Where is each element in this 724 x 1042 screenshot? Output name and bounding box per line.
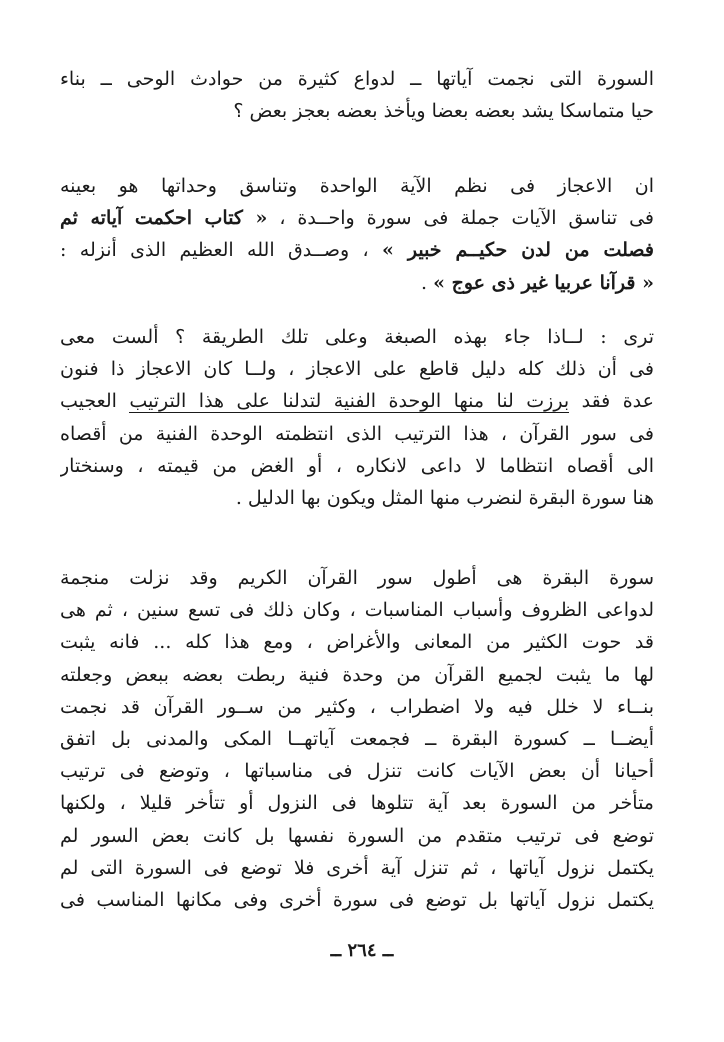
paragraph-4-line-10: يكتمل نزول آياتها ، ثم تنزل آية أخرى فلا توضع فى السورة التى لم [60, 856, 654, 879]
paragraph-4-line-8: متأخر من السورة بعد آية تتلوها فى النزول أو تتأخر قليلا ، ولكنها [60, 792, 654, 815]
paragraph-3-line-5: الى أقصاه انتظاما لا داعى لانكاره ، أو الغض من قيمته ، وسنختار [60, 454, 654, 477]
paragraph-3-line-3 [60, 385, 654, 417]
paragraph-2 [60, 170, 654, 299]
paragraph-3-line-6: هنا سورة البقرة لنضرب منها المثل ويكون بها الدليل . [235, 487, 654, 510]
paragraph-2-line-1: ان الاعجاز فى نظم الآية الواحدة وتناسق وحداتها هو بعينه [60, 175, 654, 197]
quran-quote-1a: « كتاب احكمت آياته ثم [60, 207, 268, 230]
quran-quote-2: « قرآنا عربيا غير ذى عوج » [433, 271, 654, 294]
paragraph-4 [60, 562, 654, 916]
paragraph-4-line-2: لدواعى الظروف وأسباب المناسبات ، وكان ذلك فى تسع سنين ، ثم هى [60, 599, 654, 622]
page-number: ــ ٢٦٤ ــ [330, 940, 394, 961]
paragraph-1 [60, 63, 654, 127]
paragraph-3-line-1: ترى : لــاذا جاء بهذه الصبغة وعلى تلك الطريقة ؟ ألست معى [60, 326, 654, 348]
paragraph-1-line-2: حيا متماسكا يشد بعضه بعضا ويأخذ بعضه بعجز بعض ؟ [233, 100, 654, 123]
paragraph-3-line-3-start: عدة فقد [569, 390, 654, 413]
paragraph-4-line-3: قد حوت الكثير من المعانى والأغراض ، ومع هذا كله ... فانه يثبت [60, 631, 654, 654]
paragraph-2-line-4 [60, 267, 654, 299]
paragraph-2-line-3 [60, 234, 654, 266]
paragraph-4-line-1: سورة البقرة هى أطول سور القرآن الكريم وقد نزلت منجمة [60, 567, 654, 589]
paragraph-2-line-2-text: فى تناسق الآيات جملة فى سورة واحــدة ، [267, 207, 654, 230]
paragraph-4-line-11: يكتمل نزول آياتها بل توضع فى سورة أخرى وفى مكانها المناسب فى [60, 889, 654, 912]
paragraph-4-line-9: توضع فى ترتيب متقدم من السورة نفسها بل كانت بعض السور لم [60, 824, 654, 847]
paragraph-2-line-4-text: . [421, 271, 434, 294]
quran-quote-1b: فصلت من لدن حكيــم خبير » [382, 239, 654, 262]
paragraph-3-line-3-end: العجيب [60, 390, 130, 413]
paragraph-2-line-3-text: ، وصــدق الله العظيم الذى أنزله : [60, 239, 383, 262]
underlined-phrase: برزت لنا منها الوحدة الفنية لتدلنا على هذا الترتيب [129, 390, 570, 413]
paragraph-3-line-4: فى سور القرآن ، هذا الترتيب الذى انتظمته الوحدة الفنية من أقصاه [60, 422, 654, 445]
paragraph-4-line-5: بنــاء لا خلل فيه ولا اضطراب ، وكثير من ســور القرآن قد نجمت [60, 695, 654, 718]
paragraph-1-line-1: السورة التى نجمت آياتها ــ لدواع كثيرة من حوادث الوحى ــ بناء [60, 68, 654, 90]
paragraph-4-line-7: أحيانا أن بعض الآيات كانت تنزل فى مناسباتها ، وتوضع فى ترتيب [60, 760, 654, 783]
paragraph-4-line-4: لها ما يثبت لجميع القرآن من وحدة فنية ربطت بعضه ببعض وجعلته [60, 663, 654, 686]
paragraph-4-line-6: أيضــا ــ كسورة البقرة ــ فجمعت آياتهــا المكى والمدنى بل اتفق [60, 728, 654, 751]
paragraph-3 [60, 321, 654, 514]
paragraph-3-line-2: فى أن ذلك كله دليل قاطع على الاعجاز ، ولــا كان الاعجاز ذا فنون [60, 358, 654, 381]
paragraph-2-line-2 [60, 202, 654, 234]
